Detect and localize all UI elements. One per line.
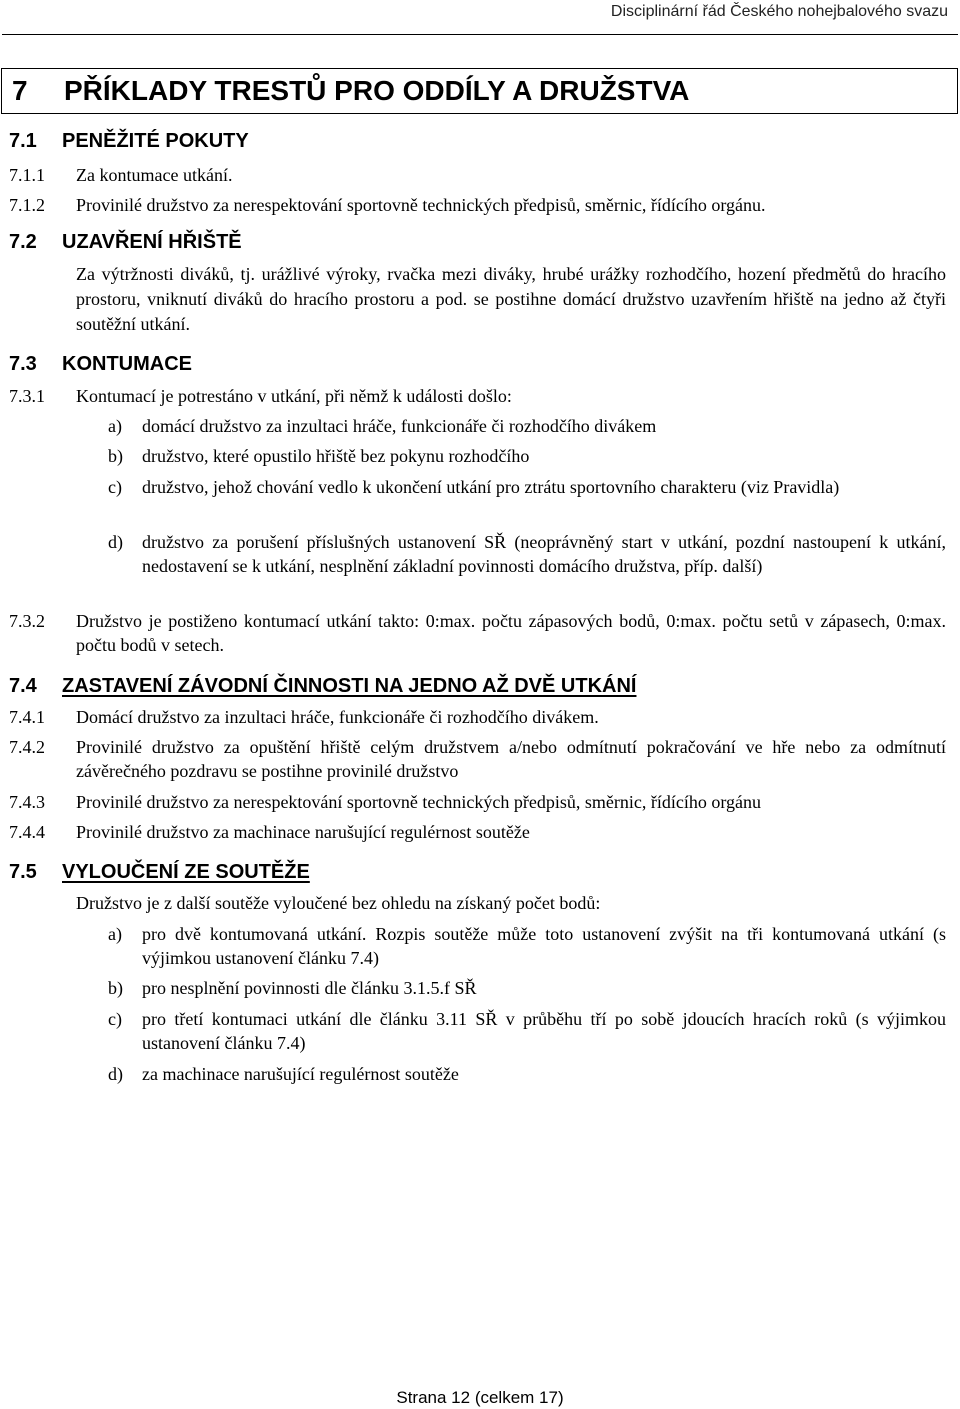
list-text: pro třetí kontumaci utkání dle článku 3.11 SŘ v průběhu tří po sobě jdoucích hracích roků (s výjimkou ustanovení článku 7.4) [142,1009,946,1053]
section-title: PENĚŽITÉ POKUTY [62,130,249,152]
item-text: Provinilé družstvo za nerespektování sportovně technických předpisů, směrnic, řídícího orgánu [76,792,761,812]
section-number: 7.4 [9,675,37,697]
chapter-title: PŘÍKLADY TRESTŮ PRO ODDÍLY A DRUŽSTVA [64,75,690,106]
list-marker: c) [108,477,122,497]
section-number: 7.1 [9,130,37,152]
item-number: 7.3.1 [9,386,45,406]
list-text: domácí družstvo za inzultaci hráče, funkcionáře či rozhodčího divákem [142,416,657,436]
section-title: UZAVŘENÍ HŘIŠTĚ [62,231,242,253]
list-text: za machinace narušující regulérnost soutěže [142,1064,459,1084]
item-number: 7.4.4 [9,822,45,842]
list-text: družstvo za porušení příslušných ustanovení SŘ (neoprávněný start v utkání, pozdní nastoupení k utkání, nedostavení se k utkání, nesplnění základní povinnosti domácího družstva, příp. další) [142,532,946,576]
chapter-heading-box [1,68,958,114]
list-marker: b) [108,446,123,466]
item-text: Provinilé družstvo za machinace narušující regulérnost soutěže [76,822,530,842]
header-rule [2,34,958,35]
item-text: Družstvo je postiženo kontumací utkání takto: 0:max. počtu zápasových bodů, 0:max. počtu setů v zápasech, 0:max. počtu bodů v setech. [76,611,946,655]
item-text: Za kontumace utkání. [76,165,233,185]
list-marker: c) [108,1009,122,1029]
section-title: KONTUMACE [62,353,192,375]
list-marker: d) [108,532,123,552]
list-text: družstvo, jehož chování vedlo k ukončení utkání pro ztrátu sportovního charakteru (viz Pravidla) [142,477,840,497]
section-title: VYLOUČENÍ ZE SOUTĚŽE [62,861,310,883]
list-marker: b) [108,978,123,998]
list-text: pro nesplnění povinnosti dle článku 3.1.5.f SŘ [142,978,477,998]
list-marker: a) [108,924,122,944]
list-text: družstvo, které opustilo hřiště bez pokynu rozhodčího [142,446,530,466]
section-number: 7.5 [9,861,37,883]
page-footer: Strana 12 (celkem 17) [396,1388,564,1407]
section-title: ZASTAVENÍ ZÁVODNÍ ČINNOSTI NA JEDNO AŽ DVĚ UTKÁNÍ [62,675,637,697]
item-number: 7.4.2 [9,737,45,757]
list-marker: d) [108,1064,123,1084]
item-text: Provinilé družstvo za opuštění hřiště celým družstvem a/nebo odmítnutí pokračování ve hře nebo za odmítnutí závěrečného pozdravu se postihne provinilé družstvo [76,737,946,781]
list-text: pro dvě kontumovaná utkání. Rozpis soutěže může toto ustanovení zvýšit na tři kontumovaná utkání (s výjimkou ustanovení článku 7.4) [142,924,946,968]
chapter-number: 7 [12,75,28,106]
item-number: 7.4.1 [9,707,45,727]
section-7-2-paragraph: Za výtržnosti diváků, tj. urážlivé výroky, rvačka mezi diváky, hrubé urážky rozhodčího, hození předmětů do hracího prostoru, vniknutí diváků do hracího prostoru a pod. se postihne domácí družstvo uzavřením hřiště na jedno až čtyři soutěžní utkání. [76,264,946,334]
section-number: 7.3 [9,353,37,375]
item-number: 7.3.2 [9,611,45,631]
item-number: 7.4.3 [9,792,45,812]
item-number: 7.1.2 [9,195,45,215]
running-header: Disciplinární řád Českého nohejbalového svazu [610,3,948,20]
item-text: Provinilé družstvo za nerespektování sportovně technických předpisů, směrnic, řídícího orgánu. [76,195,766,215]
section-number: 7.2 [9,231,37,253]
item-number: 7.1.1 [9,165,45,185]
item-text: Kontumací je potrestáno v utkání, při němž k události došlo: [76,386,512,406]
list-marker: a) [108,416,122,436]
section-7-5-paragraph: Družstvo je z další soutěže vyloučené bez ohledu na získaný počet bodů: [76,893,601,913]
item-text: Domácí družstvo za inzultaci hráče, funkcionáře či rozhodčího divákem. [76,707,599,727]
